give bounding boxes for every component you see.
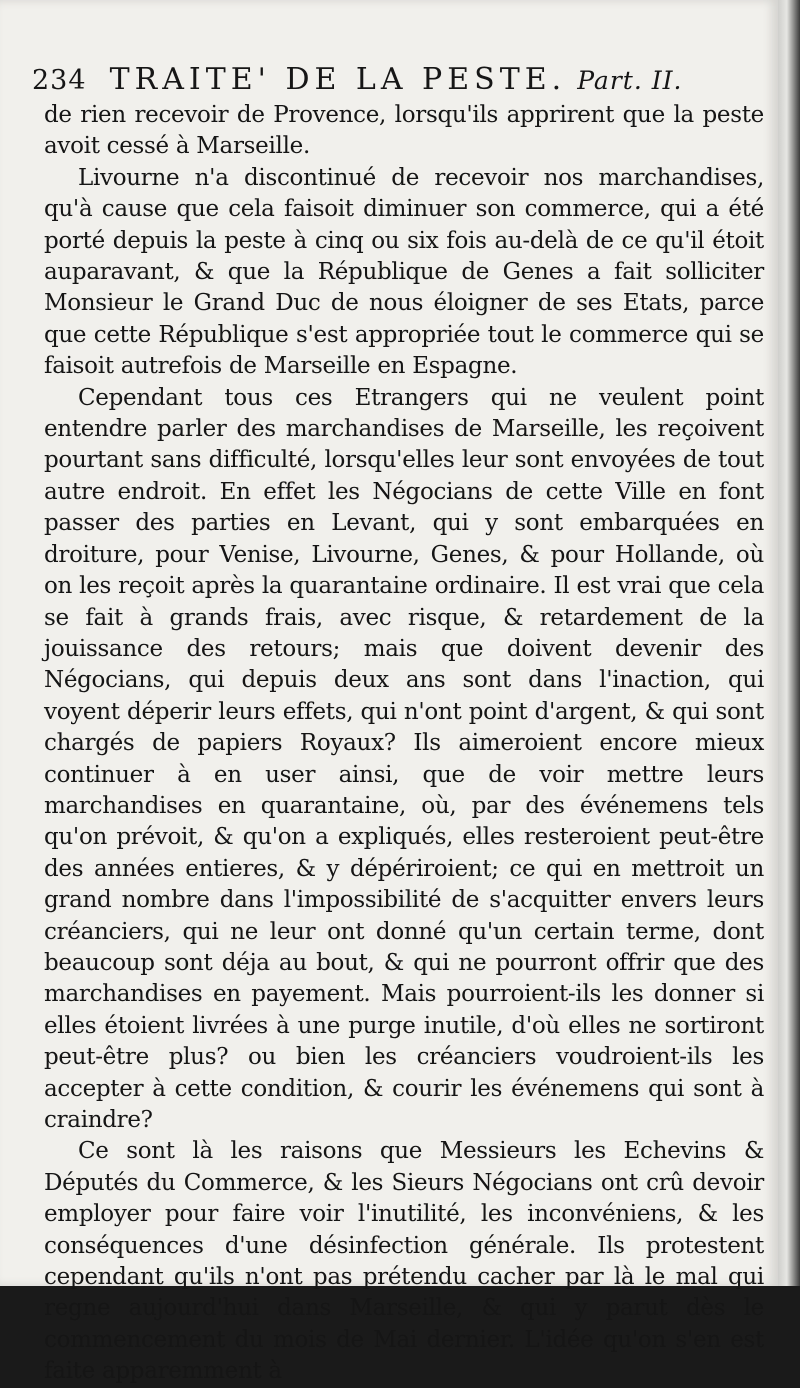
- paragraph: Cependant tous ces Etrangers qui ne veulent point entendre parler des marchandises de Marseille, les reçoivent pourtant sans difficulté, lorsqu'elles leur sont envoyées de tout autre endroit. En effet les Négocians de cette Ville en font passer des parties en Levant, qui y sont embarquées en droiture, pour Venise, Livourne, Genes, & pour Hollande, où on les reçoit après la quarantaine ordinaire. Il est vrai que cela se fait à grands frais, avec risque, & retardement de la jouissance des retours; mais que doivent devenir des Négocians, qui depuis deux ans sont dans l'inaction, qui voyent déperir leurs effets, qui n'ont point d'argent, & qui sont chargés de papiers Royaux? Ils aimeroient encore mieux continuer à en user ainsi, que de voir mettre leurs marchandises en quarantaine, où, par des événemens tels qu'on prévoit, & qu'on a expliqués, elles resteroient peut-être des années entieres, & y dépériroient; ce qui en mettroit un grand nombre dans l'impossibilité de s'acquitter envers leurs créanciers, qui ne leur ont donné qu'un certain terme, dont beaucoup sont déja au bout, & qui ne pourront offrir que des marchandises en payement. Mais pourroient-ils les donner si elles étoient livrées à une purge inutile, d'où elles ne sortiront peut-être plus? ou bien les créanciers voudroient-ils les accepter à cette condition, & courir les événemens qui sont à craindre?: [44, 384, 764, 1133]
- page-edge-shadow: [778, 0, 800, 1286]
- body-text: [44, 100, 764, 1388]
- paragraph: de rien recevoir de Provence, lorsqu'ils apprirent que la peste avoit cessé à Marseille.: [44, 102, 764, 160]
- page-number: 234: [32, 65, 87, 96]
- paragraph: Livourne n'a discontinué de recevoir nos marchandises, qu'à cause que cela faisoit diminuer son commerce, qui a été porté depuis la peste à cinq ou six fois au-delà de ce qu'il étoit auparavant, & que la République de Genes a fait solliciter Monsieur le Grand Duc de nous éloigner de ses Etats, parce que cette République s'est appropriée tout le commerce qui se faisoit autrefois de Marseille en Espagne.: [44, 164, 764, 380]
- paragraph: Ce sont là les raisons que Messieurs les Echevins & Députés du Commerce, & les Sieurs Négocians ont crû devoir employer pour faire voir l'inutilité, les inconvéniens, & les conséquences d'une désinfection générale. Ils protestent cependant qu'ils n'ont pas prétendu cacher par là le mal qui regne aujourd'hui dans Marseille, & qui y parut dès le commencement du mois de Mai dernier. L'idée qu'on s'en est faite apparemment à: [44, 1138, 764, 1385]
- part-label: Part. II.: [577, 66, 683, 95]
- page-header: [32, 62, 722, 97]
- running-title: TRAITE' DE LA PESTE.: [109, 62, 567, 97]
